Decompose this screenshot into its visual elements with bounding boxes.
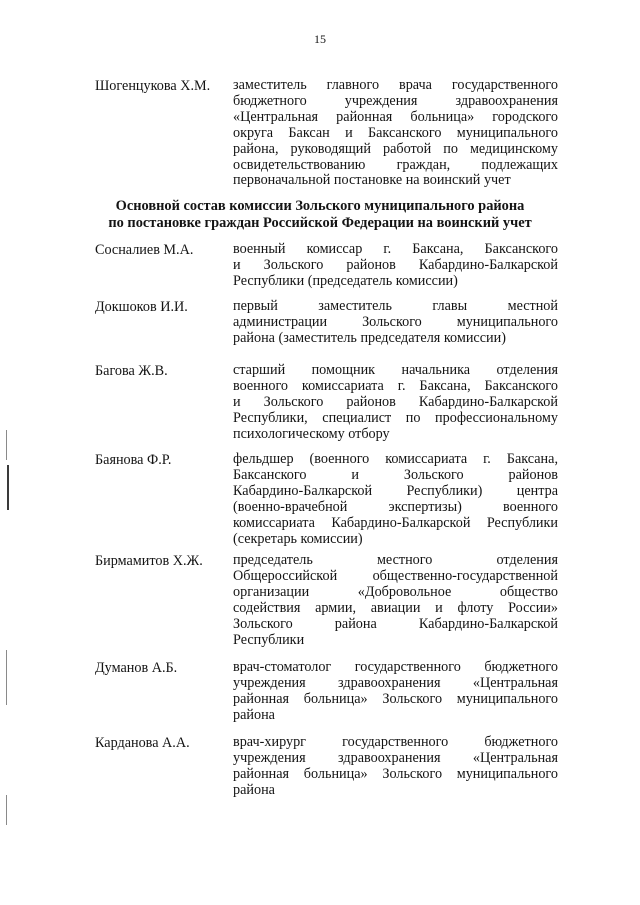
member-position-line: администрации Зольского муниципального <box>233 314 558 330</box>
member-position-line: содействия армии, авиации и флоту России» <box>233 600 558 616</box>
member-position-line: района <box>233 707 275 723</box>
margin-scan-mark <box>6 650 7 705</box>
member-position-line: военного комиссариата г. Баксана, Баксанского <box>233 378 558 394</box>
member-position-line: Зольского района Кабардино-Балкарской <box>233 616 558 632</box>
member-position-line: организации «Добровольное общество <box>233 584 558 600</box>
member-position-line: председатель местного отделения <box>233 553 558 568</box>
member-position <box>233 242 558 290</box>
margin-scan-mark <box>6 430 7 460</box>
page-number: 15 <box>314 32 326 46</box>
member-position-line: и Зольского районов Кабардино-Балкарской <box>233 257 558 273</box>
member-position-line: Республики <box>233 632 305 648</box>
member-position-line: учреждения здравоохранения «Центральная <box>233 675 558 691</box>
section-heading-line: Основной состав комиссии Зольского муниципального района <box>115 198 525 214</box>
member-position-line: Общероссийской общественно-государственной <box>233 568 558 584</box>
member-name: Сосналиев М.А. <box>95 242 194 258</box>
member-position-line: психологическому отбору <box>233 426 390 442</box>
member-position-line: врач-стоматолог государственного бюджетного <box>233 660 558 675</box>
member-position <box>233 299 558 347</box>
member-position-line: комиссариата Кабардино-Балкарской Республики <box>233 515 558 531</box>
member-position <box>233 735 558 799</box>
member-position-line: (военно-врачебной экспертизы) военного <box>233 499 558 515</box>
member-position-line: освидетельствованию граждан, подлежащих <box>233 157 558 173</box>
member-position <box>233 660 558 724</box>
member-position-line: (секретарь комиссии) <box>233 531 363 547</box>
member-position-line: заместитель главного врача государственного <box>233 78 558 93</box>
member-position-line: округа Баксан и Баксанского муниципального <box>233 125 558 141</box>
member-position-line: районная больница» Зольского муниципального <box>233 691 558 707</box>
member-position-line: Республики, специалист по профессиональному <box>233 410 558 426</box>
member-position-line: района (заместитель председателя комиссии) <box>233 330 506 346</box>
member-position-line: Баксанского и Зольского районов <box>233 467 558 483</box>
member-position-line: и Зольского районов Кабардино-Балкарской <box>233 394 558 410</box>
member-position-line: Республики (председатель комиссии) <box>233 273 458 289</box>
member-position-line: первоначальной постановке на воинский учет <box>233 173 511 189</box>
member-position-line: «Центральная районная больница» городского <box>233 109 558 125</box>
member-position-line: фельдшер (военного комиссариата г. Баксана, <box>233 452 558 467</box>
section-heading <box>0 198 640 231</box>
member-position-line: врач-хирург государственного бюджетного <box>233 735 558 750</box>
member-position-line: Кабардино-Балкарской Республики) центра <box>233 483 558 499</box>
member-name: Бирмамитов Х.Ж. <box>95 553 203 569</box>
member-name: Докшоков И.И. <box>95 299 188 315</box>
member-position <box>233 363 558 443</box>
member-position <box>233 452 558 547</box>
member-name: Баянова Ф.Р. <box>95 452 172 468</box>
margin-scan-mark <box>6 795 7 825</box>
member-name: Карданова А.А. <box>95 735 190 751</box>
member-position-line: бюджетного учреждения здравоохранения <box>233 93 558 109</box>
member-position <box>233 553 558 648</box>
member-position-line: военный комиссар г. Баксана, Баксанского <box>233 242 558 257</box>
member-position-line: районная больница» Зольского муниципального <box>233 766 558 782</box>
member-name: Шогенцукова Х.М. <box>95 78 211 94</box>
section-heading-line: по постановке граждан Российской Федерации на воинский учет <box>108 214 532 231</box>
member-name: Багова Ж.В. <box>95 363 168 379</box>
margin-scan-mark <box>7 465 9 510</box>
member-position-line: старший помощник начальника отделения <box>233 363 558 378</box>
member-position-line: района, руководящий работой по медицинскому <box>233 141 558 157</box>
member-position-line: района <box>233 782 275 798</box>
member-position <box>233 78 558 189</box>
member-position-line: первый заместитель главы местной <box>233 299 558 314</box>
member-name: Думанов А.Б. <box>95 660 178 676</box>
member-position-line: учреждения здравоохранения «Центральная <box>233 750 558 766</box>
